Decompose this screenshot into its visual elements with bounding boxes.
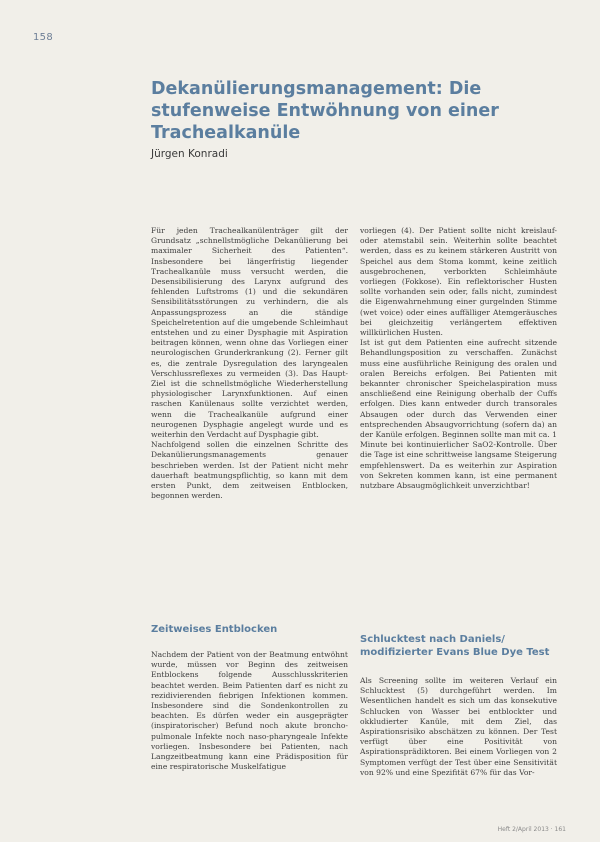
page-number: 158 (33, 32, 53, 43)
body-paragraph: Ist ist gut dem Patienten eine aufrecht sitzende Behandlungsposition zu verschaffen. Zunächst muss eine ausführliche Reinigung des oralen und oralen Bereichs erfolgen. Bei Patienten mit bekannter chronischer Speichelaspiration muss anschließend eine Reinigung oberhalb der Cuffs erfolgen. Dies kann entweder durch transorales Absaugen oder durch das Verwenden einer entsprechenden Absaugvorrichtung (sofern da) an der Kanüle erfolgen. Beginnen sollte man mit ca. 1 Minute bei kontinuierlicher SaO2-Kontrolle. Über die Tage ist eine schrittweise langsame Steigerung empfehlenswert. Da es weiterhin zur Aspiration von Sekreten kommen kann, ist eine permanent nutzbare Absaugmöglichkeit unverzichtbar! (360, 338, 557, 491)
body-paragraph: vorliegen (4). Der Patient sollte nicht kreislauf- oder atemstabil sein. Weiterhin sollte beachtet werden, dass es zu keinem stärkeren Austritt von Speichel aus dem Stoma kommt, keine zeitlich ausgebrochenen, verborkten Schleimhäute vorliegen (Fokkose). Ein reflektorischer Husten sollte vorhanden sein oder, falls nicht, zumindest die Eigenwahrnehmung einer gurgelnden Stimme (wet voice) oder eines auffälliger Atemgeräusches bei gleichzeitig verlängertem effektiven willkürlichen Husten. (360, 226, 557, 338)
body-paragraph: Nachfolgend sollen die einzelnen Schritte des Dekanülierungsmanagements genauer beschrieben werden. Ist der Patient nicht mehr dauerhaft beatmungspflichtig, so kann mit dem ersten Punkt, dem zeitweisen Entblocken, begonnen werden. (151, 440, 348, 501)
body-paragraph: Nachdem der Patient von der Beatmung entwöhnt wurde, müssen vor Beginn des zeitweisen Entblockens folgende Ausschlusskriterien beachtet werden. Beim Patienten darf es nicht zu rezidivierenden fiebrigen Infektionen kommen. Insbesondere sind die Sondenkontrollen zu beachten. Es dürfen weder ein ausgeprägter (inspiratorischer) Befund noch akute broncho-pulmonale Infekte noch naso-pharyngeale Infekte vorliegen. Insbesondere bei Patienten, nach Langzeitbeatmung kann eine Prädisposition für eine respiratorische Muskelfatigue (151, 650, 348, 772)
body-paragraph: Für jeden Trachealkanülenträger gilt der Grundsatz „schnellstmögliche Dekanülierung bei maximaler Sicherheit des Patienten“. Insbesondere bei längerfristig liegender Trachealkanüle muss versucht werden, die Desensibilisierung des Larynx aufgrund des fehlenden Luftstroms (1) und die sekundären Sensibilitätsstörungen zu verhindern, die als Anpassungsprozess an die ständige Speichelretention auf die umgebende Schleimhaut entstehen und zu einer Dysphagie mit Aspiration beitragen können, wenn ohne das Vorliegen einer neurologischen Grunderkrankung (2). Ferner gilt es, die zentrale Dysregulation des laryngealen Verschlussreflexes zu vermeiden (3). Das Haupt-Ziel ist die schnellstmögliche Wiederherstellung physiologischer Larynxfunktionen. Auf einen raschen Kanülenaus sollte verzichtet werden, wenn die Trachealkanüle aufgrund einer neurogenen Dysphagie angelegt wurde und es weiterhin den Verdacht auf Dysphagie gibt. (151, 226, 348, 440)
section-body-entblocken (151, 650, 348, 772)
section-body-schlucktest (360, 676, 557, 778)
section-heading-entblocken: Zeitweises Entblocken (151, 624, 278, 635)
article-author: Jürgen Konradi (151, 148, 228, 160)
body-paragraph: Als Screening sollte im weiteren Verlauf ein Schlucktest (5) durchgeführt werden. Im Wesentlichen handelt es sich um das konsekutive Schlucken von Wasser bei entblockter und okkludierter Kanüle, mit dem Ziel, das Aspirationsrisiko abschätzen zu können. Der Test verfügt über eine Positivität von Aspirationsprädiktoren. Bei einem Vorliegen von 2 Symptomen verfügt der Test über eine Sensitivität von 92% und eine Spezifität 67% für das Vor- (360, 676, 557, 777)
right-column-body (360, 226, 557, 491)
section-heading-schlucktest: Schlucktest nach Daniels/ modifizierter Evans Blue Dye Test (360, 634, 550, 658)
article-title: Dekanülierungsmanagement: Die stufenweise Entwöhnung von einer Trachealkanüle (151, 79, 499, 143)
left-column-body (151, 226, 348, 501)
page-footer: Heft 2/April 2013 · 161 (497, 826, 566, 833)
